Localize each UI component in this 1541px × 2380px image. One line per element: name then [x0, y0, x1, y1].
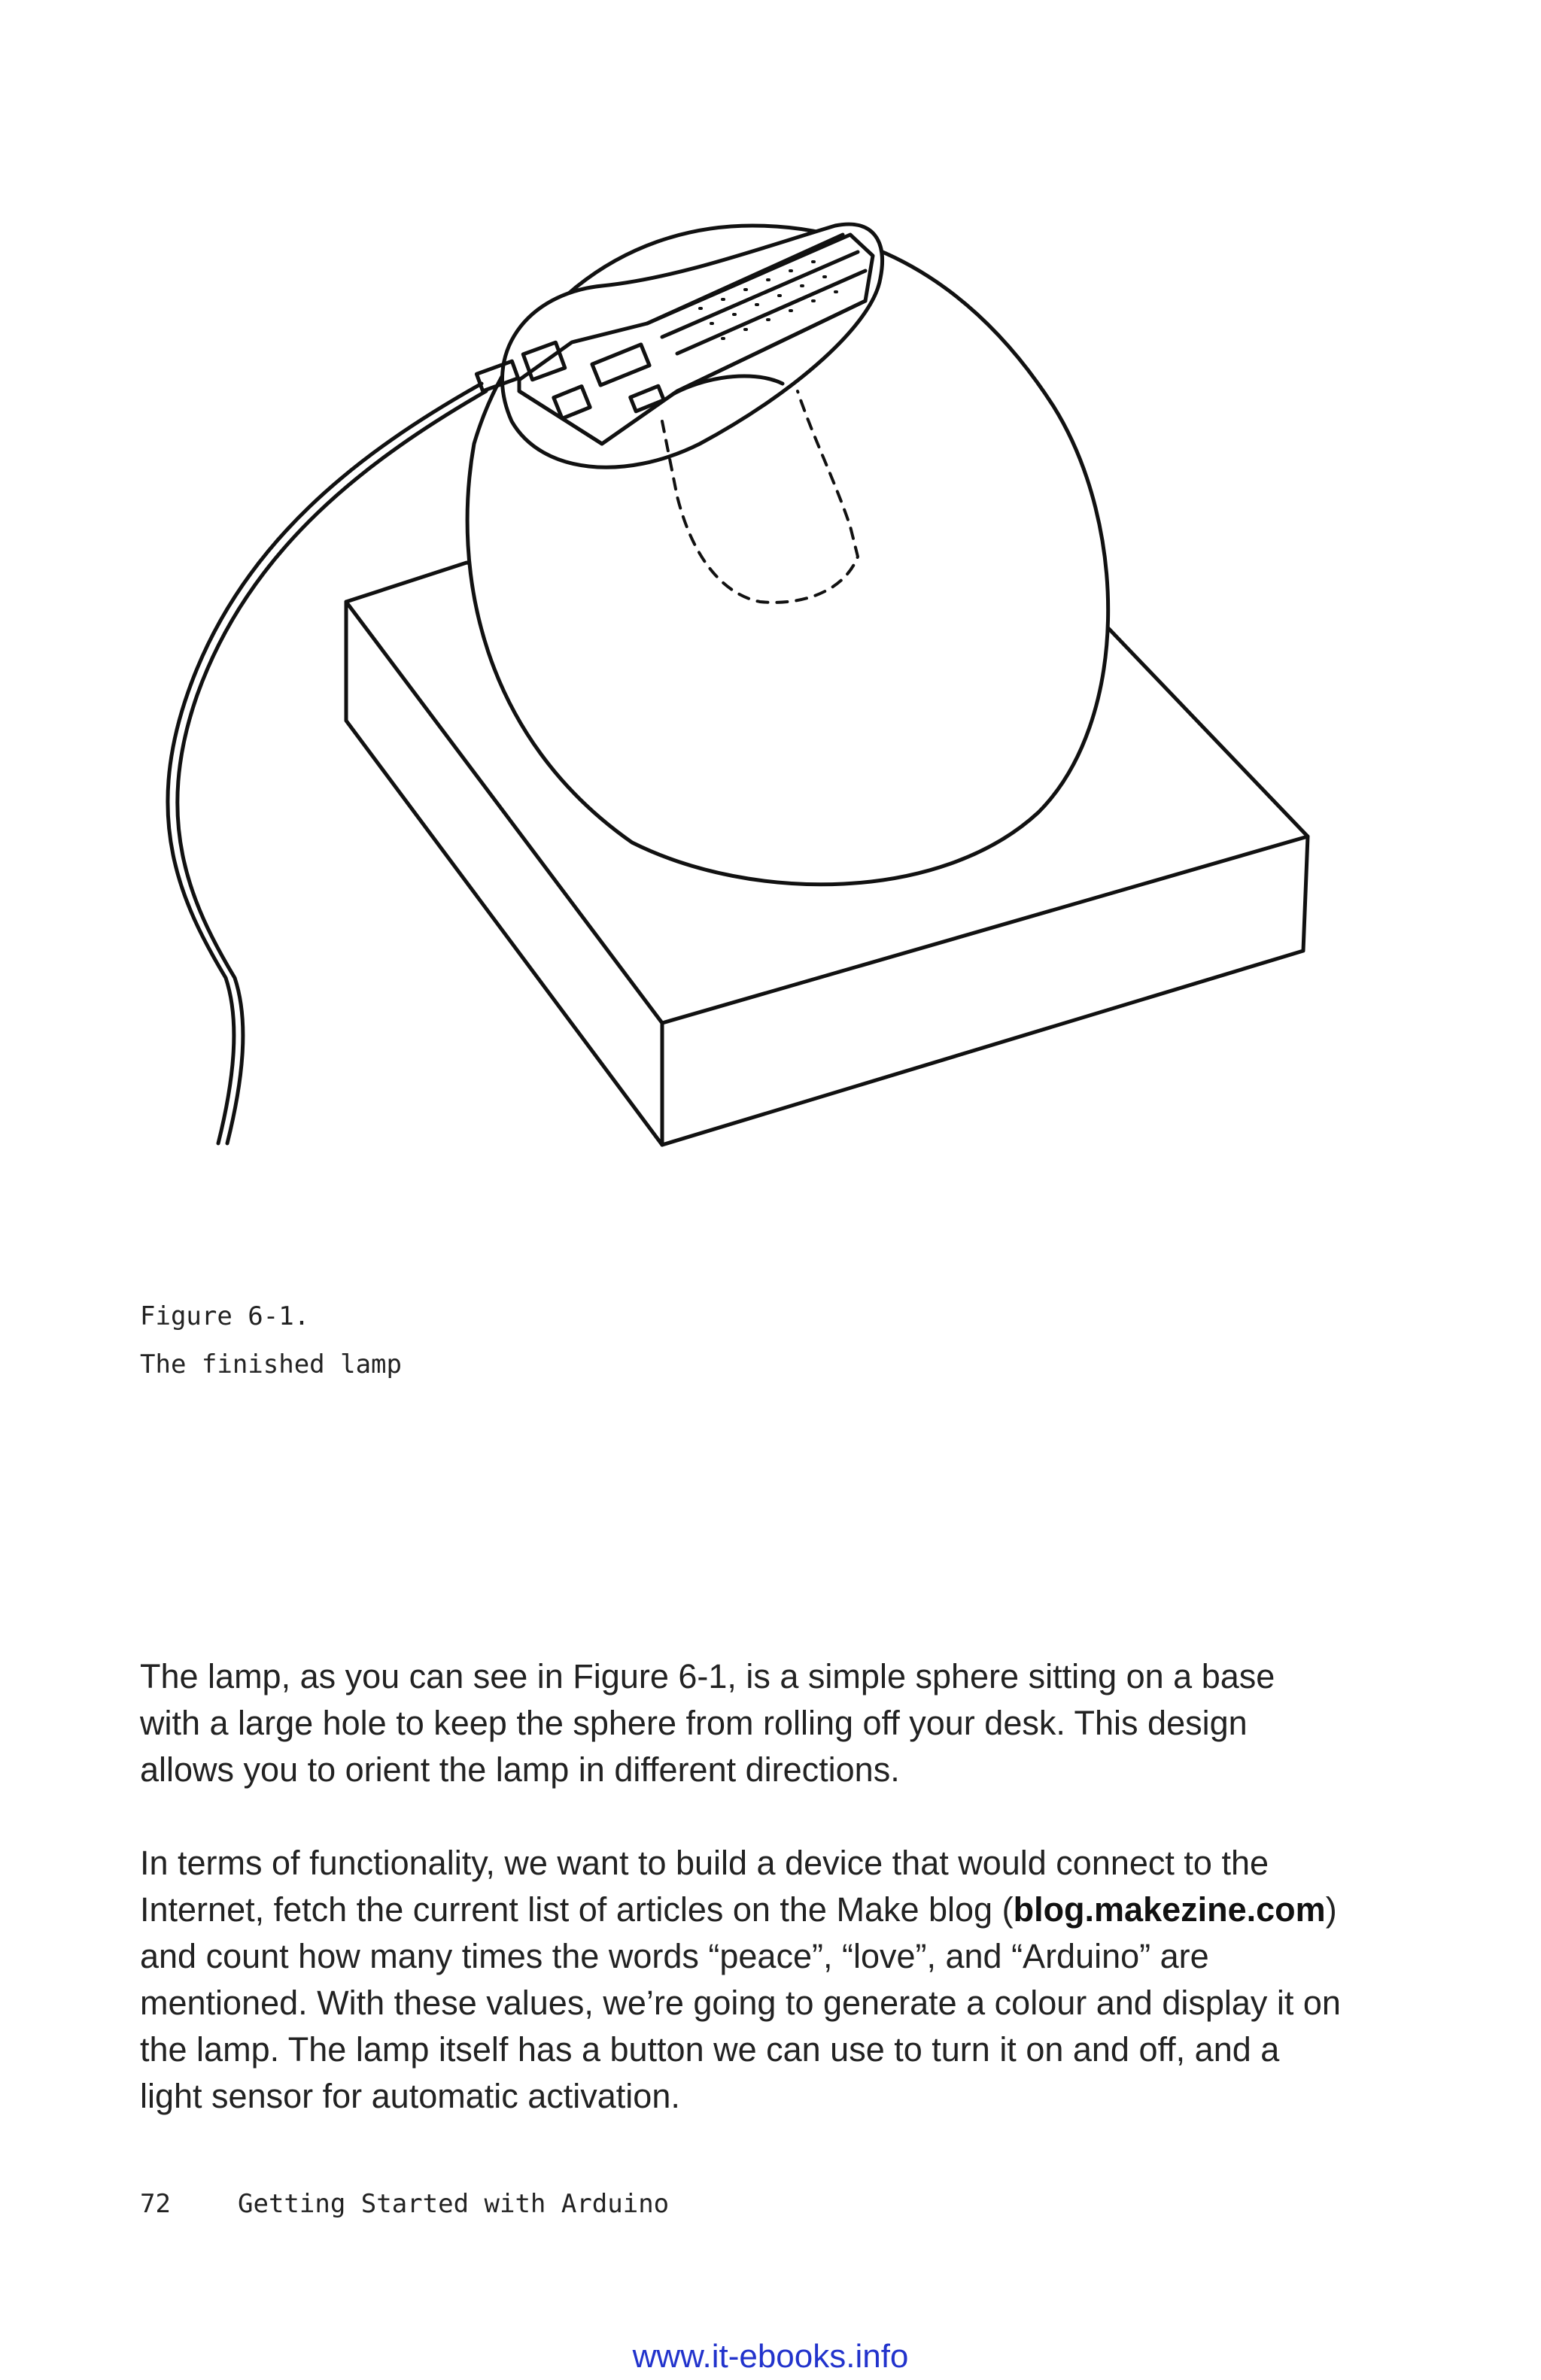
paragraph-2-start: In terms of functionality, we want to build a device that would connect to the Internet, fetch the current list of articles on the Make blog ( — [140, 1844, 1269, 1929]
cable-inner — [178, 391, 486, 1143]
page-footer — [140, 2189, 669, 2219]
running-title: Getting Started with Arduino — [238, 2189, 670, 2219]
paragraph-1: The lamp, as you can see in Figure 6-1, is a simple sphere sitting on a base with a large hole to keep the sphere from rolling off your desk. This design allows you to orient the lamp in different directions. — [140, 1657, 1275, 1789]
cable — [168, 384, 482, 1143]
paragraph-2 — [140, 1840, 1344, 2120]
figure-caption — [140, 1292, 402, 1389]
page-number: 72 — [140, 2189, 171, 2219]
body-text — [140, 1653, 1344, 2166]
base-front-right — [662, 836, 1308, 1145]
paragraph-2-end: ) and count how many times the words “peace”, “love”, and “Arduino” are mentioned. With these values, we’re going to generate a colour and display it on the lamp. The lamp itself has a button we can use to turn it on and off, and a light sensor for automatic activation. — [140, 1890, 1341, 2115]
figure-title: The finished lamp — [140, 1349, 402, 1380]
watermark-link[interactable]: www.it-ebooks.info — [632, 2338, 909, 2375]
figure-number: Figure 6-1. — [140, 1301, 310, 1331]
blog-link[interactable]: blog.makezine.com — [1013, 1890, 1326, 1929]
